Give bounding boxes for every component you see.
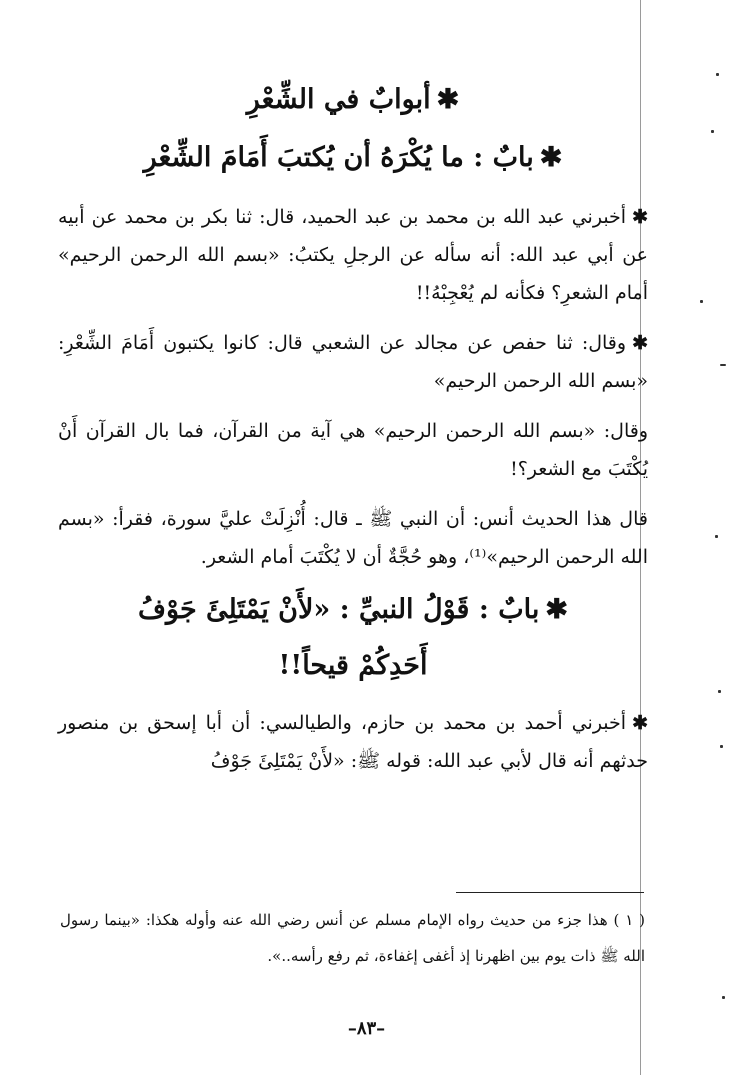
star-glyph: ✱ xyxy=(632,712,648,734)
paragraph-text: أخبرني أحمد بن محمد بن حازم، والطيالسي: أن أبا إسحق بن منصور حدثهم أنه قال لأبي عبد الله: قوله ﷺ: «لأَنْ يَمْتَلِئَ جَوْفُ xyxy=(58,712,648,772)
page-number: –٨٣– xyxy=(347,1018,386,1039)
paragraph-text: قال هذا الحديث أنس: أن النبي ﷺ ـ قال: أُنْزِلَتْ عليَّ سورة، فقرأ: «بسم الله الرحمن الرحيم»⁽¹⁾، وهو حُجَّةٌ أن لا يُكْتَبَ أمام الشعر. xyxy=(58,508,648,568)
footnote: ( ١ ) هذا جزء من حديث رواه الإمام مسلم عن أنس رضي الله عنه وأوله هكذا: «بينما رسول الله ﷺ ذات يوم بين اظهرنا إذ أغفى إغفاءة، ثم رفع رأسه..». xyxy=(60,911,646,965)
chapter-heading-text: بابٌ : ما يُكْرَهُ أن يُكتبَ أَمَامَ الشِّعْرِ xyxy=(143,142,534,173)
chapter-heading xyxy=(58,588,648,632)
paragraph xyxy=(58,412,648,488)
edge-mark xyxy=(718,690,721,693)
paragraph xyxy=(58,324,648,400)
paragraph-text: وقال: «بسم الله الرحمن الرحيم» هي آية من القرآن، فما بال القرآن أَنْ يُكْتَبَ مع الشعر؟! xyxy=(58,420,648,480)
star-glyph: ✱ xyxy=(539,142,563,173)
edge-mark xyxy=(700,300,703,303)
star-glyph: ✱ xyxy=(436,84,460,115)
edge-mark xyxy=(722,996,725,999)
footnote-rule xyxy=(456,892,644,893)
paragraph xyxy=(58,198,648,312)
edge-mark xyxy=(720,364,726,366)
main-text xyxy=(58,78,648,792)
paragraph xyxy=(58,704,648,780)
chapter-heading-continued xyxy=(58,644,648,688)
chapter-heading-line1: بابٌ : قَوْلُ النبيِّ : «لأَنْ يَمْتَلِئَ جَوْفُ xyxy=(138,594,540,625)
paragraph xyxy=(58,500,648,576)
section-title-text: أبوابٌ في الشِّعْرِ xyxy=(246,84,431,115)
section-title xyxy=(58,78,648,122)
edge-mark xyxy=(715,535,718,538)
edge-mark xyxy=(720,745,723,748)
paragraph-text: أخبرني عبد الله بن محمد بن عبد الحميد، قال: ثنا بكر بن محمد عن أبيه عن أبي عبد الله: أنه سأله عن الرجلِ يكتبُ: «بسم الله الرحمن الرحيم» أمام الشعرِ؟ فكأنه لم يُعْجِبْهُ!! xyxy=(58,206,648,304)
paragraph-text: وقال: ثنا حفص عن مجالد عن الشعبي قال: كانوا يكتبون أَمَامَ الشِّعْرِ: «بسم الله الرحمن الرحيم» xyxy=(58,332,648,392)
chapter-heading xyxy=(58,136,648,180)
star-glyph: ✱ xyxy=(545,594,568,625)
edge-mark xyxy=(716,73,719,76)
star-glyph: ✱ xyxy=(632,206,648,228)
chapter-heading-line2: أَحَدِكُمْ قيحاً!! xyxy=(278,650,428,681)
edge-mark xyxy=(711,130,714,133)
star-glyph: ✱ xyxy=(632,332,648,354)
